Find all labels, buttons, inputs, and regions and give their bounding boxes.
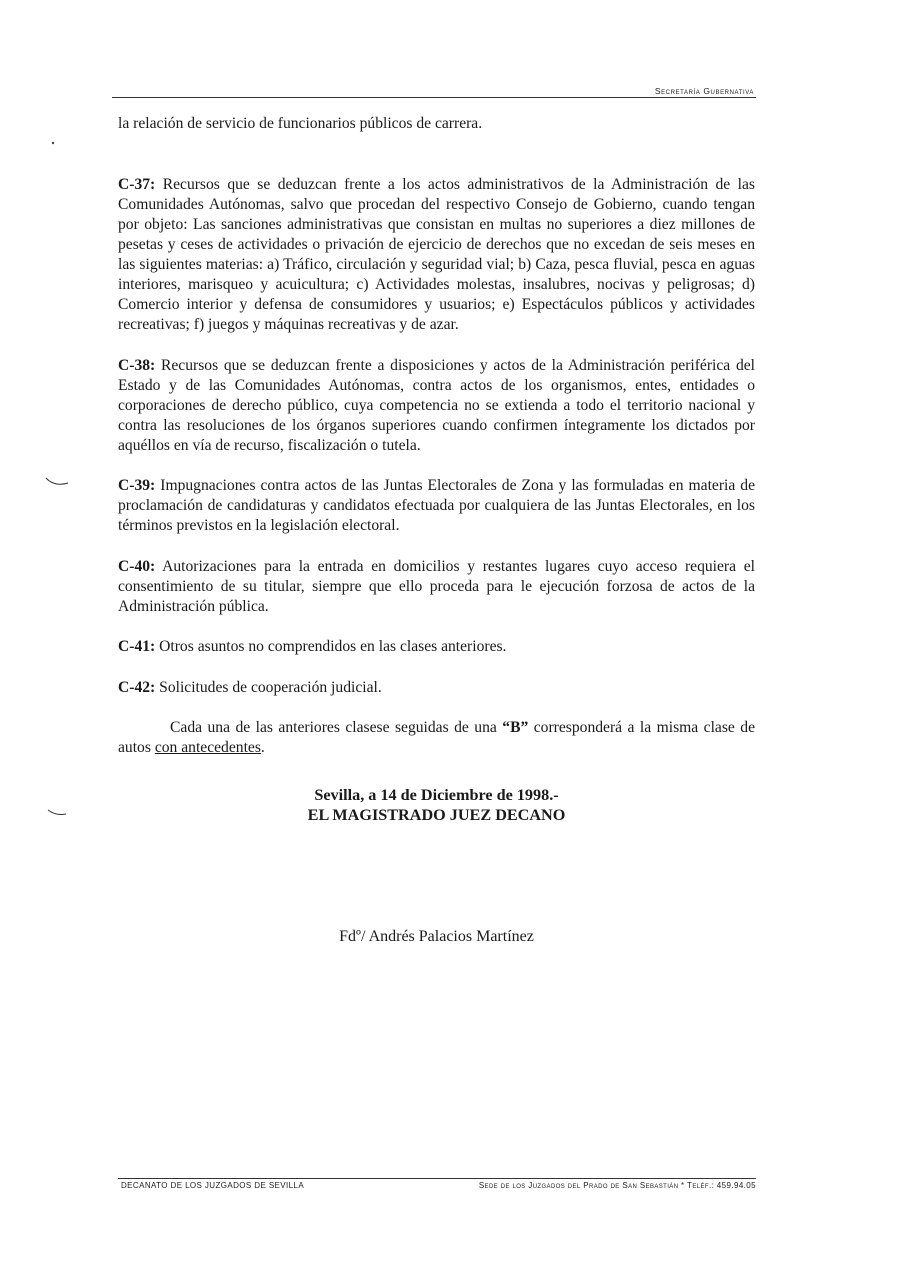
- footer-rule: [118, 1178, 756, 1179]
- clause-c38: [118, 356, 755, 456]
- clause-c41: [118, 637, 755, 657]
- clause-c37: [118, 175, 755, 335]
- header-rule: [112, 97, 756, 98]
- clause-text: Recursos que se deduzcan frente a disposiciones y actos de la Administración periférica del Estado y de las Comunidades Autónomas, contra actos de los organismos, entes, entidades o corporaciones de derecho público, cuya competencia no se extienda a todo el territorio nacional y contra las resoluciones de los órganos superiores cuando confirmen íntegramente los dictados por aquéllos en vía de recurso, fiscalización o tutela.: [118, 356, 755, 454]
- header-label: Secretaría Gubernativa: [654, 86, 754, 96]
- clause-text: Impugnaciones contra actos de las Juntas Electorales de Zona y las formuladas en materia de proclamación de candidaturas y candidatos efectuada por cualquiera de las Juntas Electorales, en los términos previstos en la legislación electoral.: [118, 477, 755, 534]
- clause-c39: [118, 476, 755, 536]
- footer-right: Sede de los Juzgados del Prado de San Sebastián * Teléf.: 459.94.05: [478, 1181, 756, 1190]
- quoted-letter: “B”: [502, 719, 529, 736]
- closing-paragraph-wrap: [118, 718, 755, 758]
- underlined-phrase: con antecedentes: [154, 739, 261, 756]
- clause-code: C-39:: [118, 477, 156, 494]
- signer-name: Fdº/ Andrés Palacios Martínez: [339, 928, 534, 945]
- closing-paragraph: Cada una de las anteriores clasese seguidas de una “B” corresponderá a la misma clase de autos con antecedentes.: [118, 719, 755, 756]
- scan-mark: [44, 476, 70, 488]
- footer-left: DECANATO DE LOS JUZGADOS DE SEVILLA: [121, 1181, 305, 1190]
- clause-text: Solicitudes de cooperación judicial.: [155, 678, 382, 696]
- clause-text: Recursos que se deduzcan frente a los actos administrativos de la Administración de las Comunidades Autónomas, salvo que procedan del respectivo Consejo de Gobierno, cuando tengan por objeto: Las sanciones administrativas que consistan en multas no superiores a diez millones de pesetas y ceses de actividades o privación de ejercicio de derechos que no excedan de seis meses en las siguientes materias: a) Tráfico, circulación y seguridad vial; b) Caza, pesca fluvial, pesca en aguas interiores, marisqueo y acuicultura; c) Actividades molestas, insalubres, nocivas y peligrosas; d) Comercio interior y defensa de consumidores y usuarios; e) Espectáculos públicos y actividades recreativas; f) juegos y máquinas recreativas y de azar.: [118, 176, 755, 333]
- scan-mark: [46, 806, 68, 818]
- intro-paragraph: la relación de servicio de funcionarios públicos de carrera.: [118, 115, 483, 132]
- signer-role: EL MAGISTRADO JUEZ DECANO: [307, 806, 566, 824]
- signature-block: [118, 785, 755, 825]
- scan-mark: [50, 140, 56, 146]
- clause-code: C-41:: [118, 638, 156, 655]
- clause-c42: [118, 678, 755, 698]
- clause-code: C-42:: [118, 678, 156, 696]
- document-body: [118, 114, 755, 779]
- clause-code: C-37:: [118, 176, 156, 193]
- clause-code: C-40:: [118, 557, 156, 575]
- clause-c40: [118, 557, 755, 617]
- place-date: Sevilla, a 14 de Diciembre de 1998.-: [314, 786, 559, 804]
- clause-text: Autorizaciones para la entrada en domicilios y restantes lugares cuyo acceso requiera el consentimiento de su titular, siempre que ello proceda para le ejecución forzosa de actos de la Administración pública.: [118, 557, 755, 615]
- clause-code: C-38:: [118, 356, 156, 374]
- clause-text: Otros asuntos no comprendidos en las clases anteriores.: [155, 638, 507, 655]
